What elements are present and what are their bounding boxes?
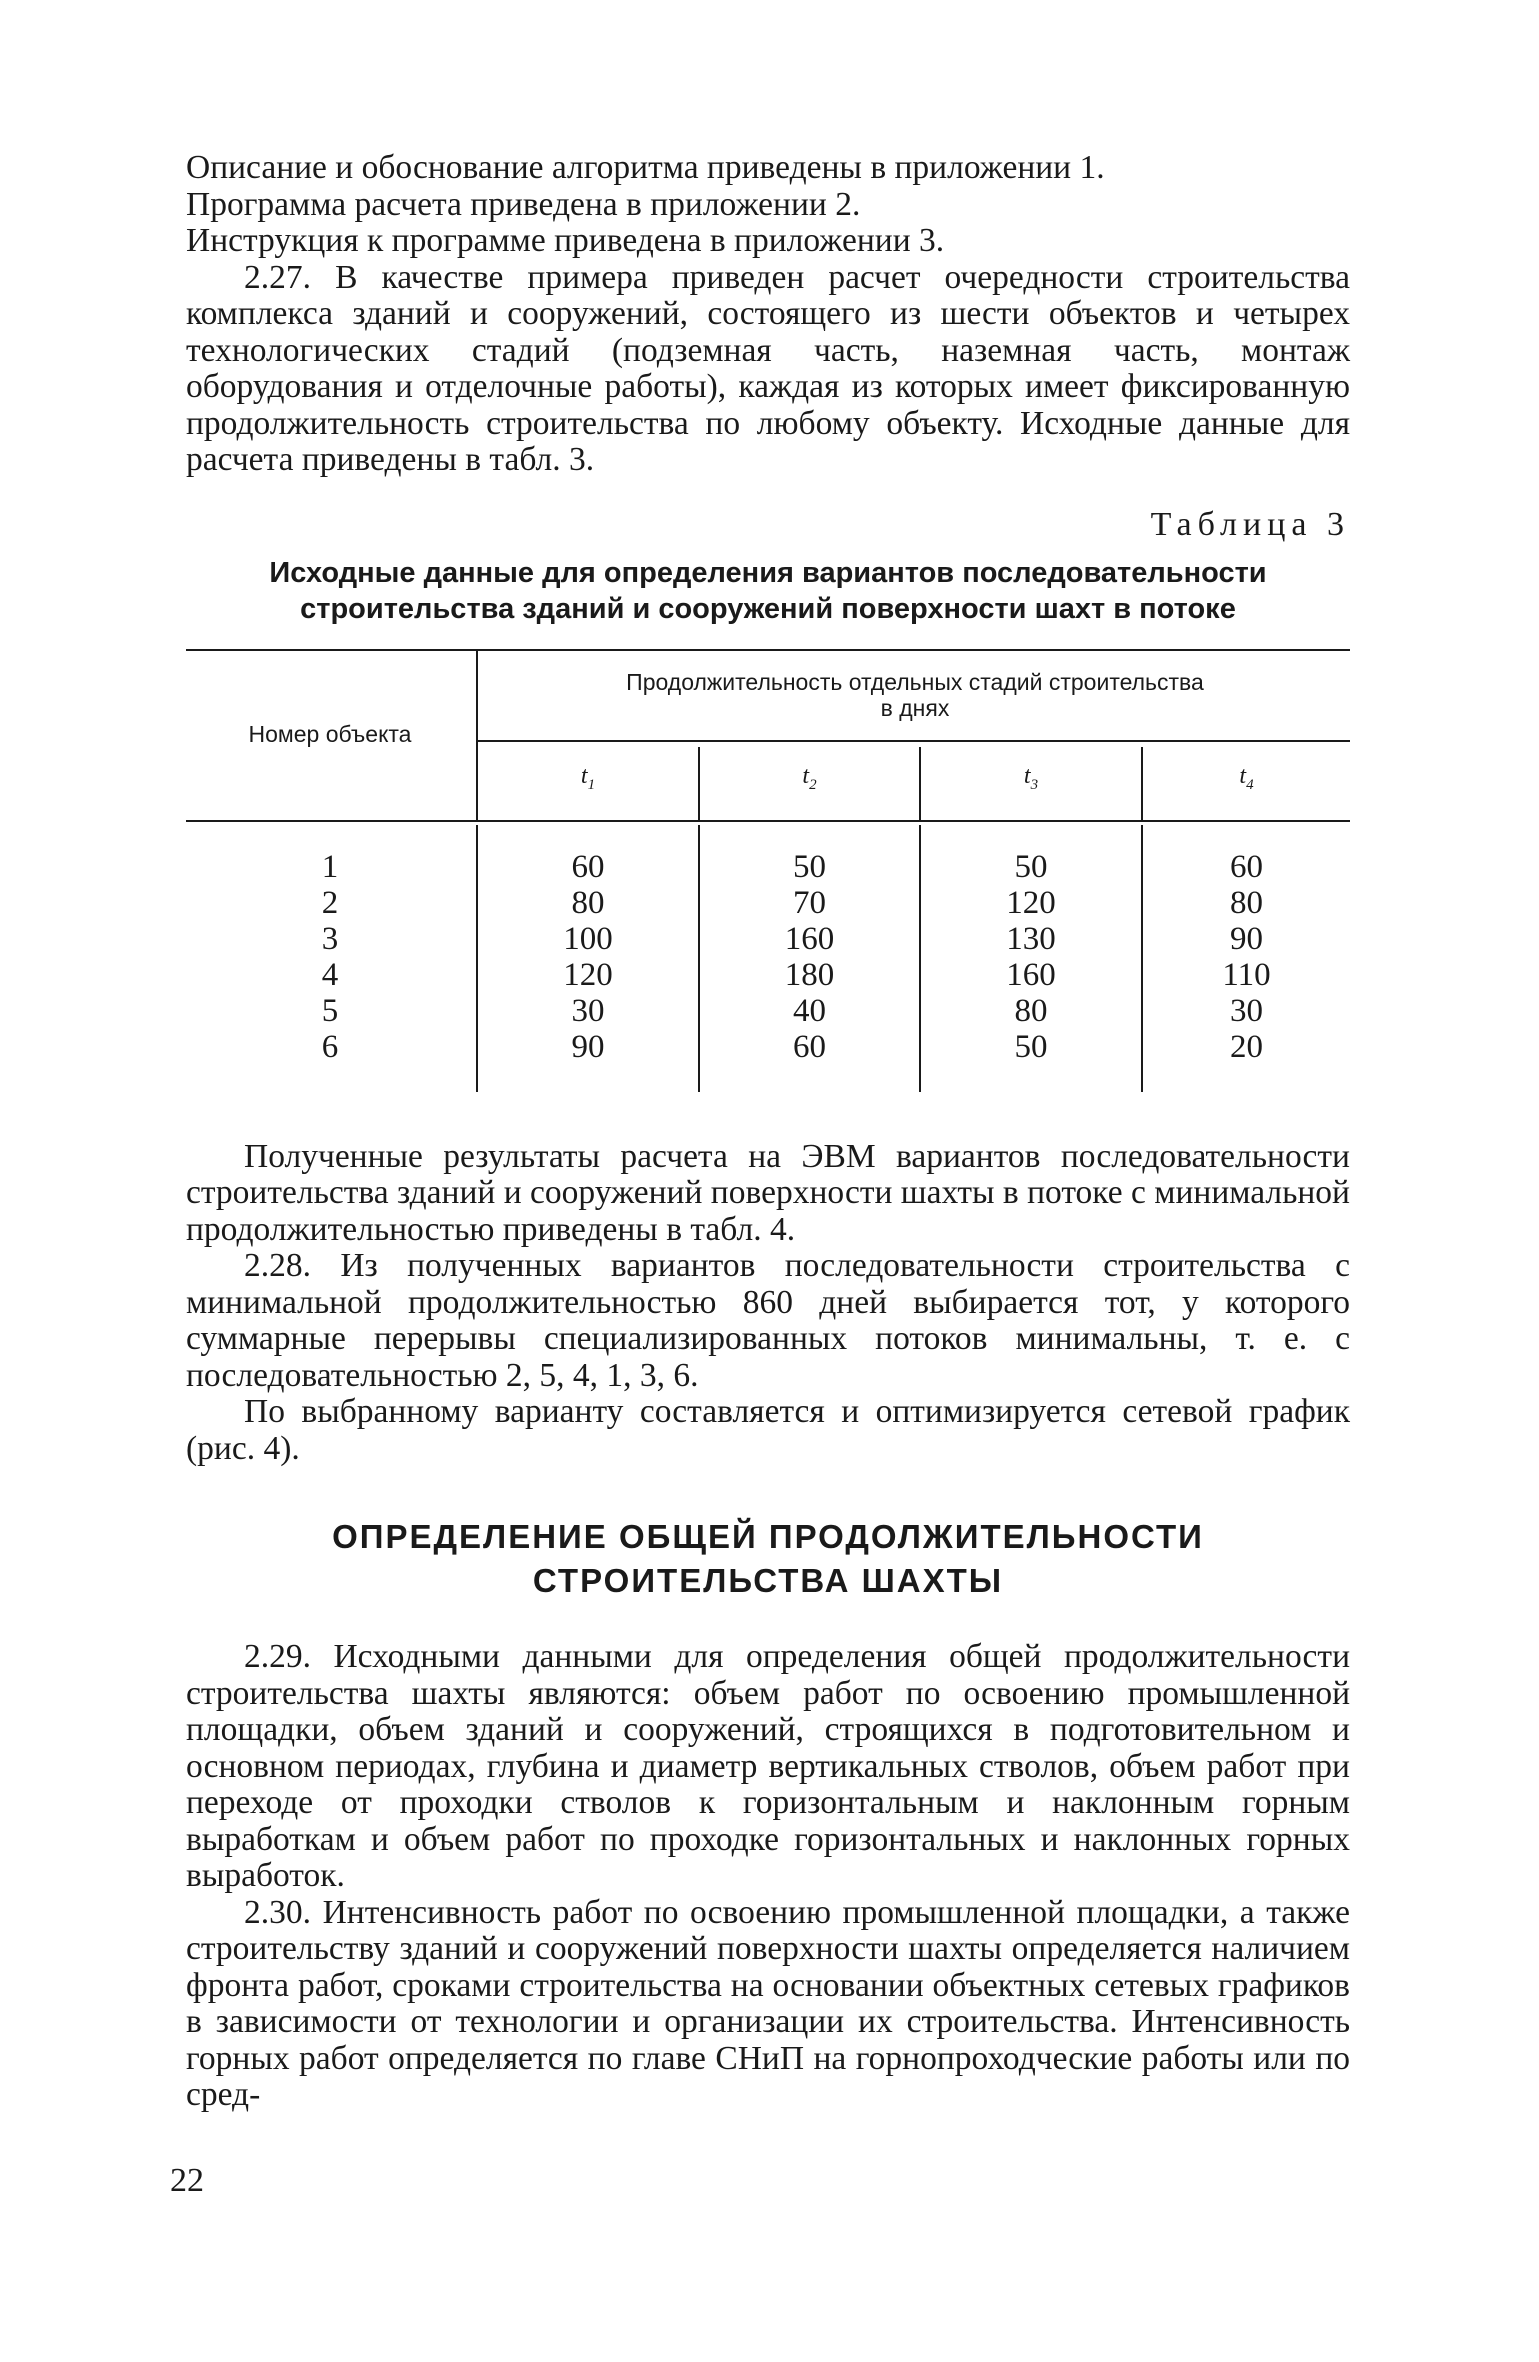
- table-cell: 3: [321, 920, 339, 957]
- section-heading: [186, 1515, 1350, 1603]
- column-header-duration-line-2: в днях: [880, 694, 950, 721]
- paragraph-2-28: 2.28. Из полученных вариантов последовательности строительства с минимальной продолжительностью 860 дней выбирается тот, у которого суммарные перерывы специализированных потоков минимальны, т. е. с последовательностью 2, 5, 4, 1, 3, 6.: [186, 1247, 1350, 1394]
- table-cell: 6: [321, 1029, 339, 1066]
- table-title: [186, 555, 1350, 627]
- table-title-line-1: Исходные данные для определения вариантов последовательности: [269, 556, 1267, 589]
- table-cell: 90: [1230, 920, 1263, 957]
- t2-index: 2: [809, 776, 817, 793]
- t1-index: 1: [587, 776, 596, 793]
- table-cell: 130: [1006, 920, 1056, 957]
- table-header-bottom-rule: [186, 820, 1350, 822]
- table-cell: 1: [321, 848, 339, 885]
- page-number: 22: [170, 2162, 204, 2199]
- table-cell: 160: [1006, 957, 1056, 994]
- table-header-subrule: [476, 740, 1350, 742]
- table-cell: 110: [1222, 957, 1271, 994]
- paragraph-results: Полученные результаты расчета на ЭВМ вариантов последовательности строительства зданий и сооружений поверхности шахты в потоке с минимальной продолжительностью приведены в табл. 4.: [186, 1137, 1350, 1248]
- column-t1: [478, 849, 698, 1066]
- table-cell: 120: [563, 957, 613, 994]
- table-cell: 60: [1230, 848, 1263, 885]
- column-header-t1: [478, 763, 698, 794]
- table-cell: 50: [1014, 1029, 1048, 1066]
- t1-symbol: t: [580, 762, 588, 789]
- table-cell: 60: [571, 848, 605, 885]
- column-header-t3: [921, 763, 1141, 794]
- table-cell: 2: [321, 884, 339, 921]
- table-cell: 80: [571, 884, 605, 921]
- page-body: [186, 150, 1350, 2114]
- table-cell: 50: [793, 848, 826, 885]
- intro-line-2: Программа расчета приведена в приложении 2.: [186, 185, 861, 223]
- intro-line-1: Описание и обоснование алгоритма приведены в приложении 1.: [186, 149, 1105, 186]
- paragraph-2-27: 2.27. В качестве примера приведен расчет очередности строительства комплекса зданий и сооружений, состоящего из шести объектов и четырех технологических стадий (подземная часть, наземная часть, монтаж оборудования и отделочные работы), каждая из которых имеет фиксированную продолжительность строительства по любому объекту. Исходные данные для расчета приведены в табл. 3.: [186, 258, 1350, 478]
- table-cell: 160: [784, 920, 835, 957]
- column-t3: [921, 849, 1141, 1066]
- paragraph-2-29: 2.29. Исходными данными для определения общей продолжительности строительства шахты являются: объем работ по освоению промышленной площадки, объем зданий и сооружений, строящихся в подготовительном и основном периодах, глубина и диаметр вертикальных стволов, объем работ при переходе от проходки стволов к горизонтальным и наклонным горным выработкам и объем работ по проходке горизонтальных и наклонных горных выработок.: [186, 1638, 1350, 1894]
- table-cell: 180: [784, 957, 835, 994]
- column-header-duration-line-1: Продолжительность отдельных стадий строительства: [626, 668, 1204, 695]
- column-t2: [700, 849, 919, 1066]
- paragraph-2-30: 2.30. Интенсивность работ по освоению промышленной площадки, а также строительству зданий и сооружений поверхности шахты определяется наличием фронта работ, сроками строительства на основании объектных сетевых графиков в зависимости от технологии и организации их строительства. Интенсивность горных работ определяется по главе СНиП на горнопроходческие работы или по сред-: [186, 1893, 1350, 2113]
- table-cell: 80: [1230, 884, 1263, 921]
- t4-symbol: t: [1239, 762, 1247, 789]
- column-objects: [186, 849, 474, 1066]
- table-cell: 100: [563, 920, 613, 957]
- column-header-object: Номер объекта: [248, 720, 412, 747]
- table-cell: 5: [321, 993, 339, 1030]
- table-cell: 50: [1014, 848, 1048, 885]
- table-cell: 70: [793, 884, 826, 921]
- t2-symbol: t: [802, 762, 810, 789]
- table-cell: 30: [1230, 993, 1263, 1030]
- table-cell: 30: [571, 993, 605, 1030]
- paragraph-selected-variant: По выбранному варианту составляется и оптимизируется сетевой график (рис. 4).: [186, 1393, 1350, 1467]
- t3-index: 3: [1030, 776, 1039, 793]
- table-divider: [476, 649, 478, 820]
- table-cell: 60: [793, 1029, 826, 1066]
- intro-line-3: Инструкция к программе приведена в приложении 3.: [186, 222, 945, 259]
- table-cell: 20: [1230, 1029, 1263, 1066]
- column-header-t4: [1143, 763, 1350, 794]
- column-t4: [1143, 849, 1350, 1066]
- t3-symbol: t: [1023, 762, 1031, 789]
- table-cell: 40: [793, 993, 826, 1030]
- table-cell: 90: [571, 1029, 605, 1066]
- section-heading-line-1: ОПРЕДЕЛЕНИЕ ОБЩЕЙ ПРОДОЛЖИТЕЛЬНОСТИ: [332, 1518, 1204, 1555]
- data-table: [186, 649, 1350, 1139]
- table-cell: 120: [1006, 884, 1056, 921]
- t4-index: 4: [1246, 776, 1254, 793]
- column-header-duration: [480, 669, 1350, 721]
- table-title-line-2: строительства зданий и сооружений поверхности шахт в потоке: [300, 592, 1236, 625]
- table-cell: 4: [321, 957, 339, 994]
- table-caption: Таблица 3: [1150, 505, 1350, 543]
- column-header-t2: [700, 763, 919, 794]
- section-heading-line-2: СТРОИТЕЛЬСТВА ШАХТЫ: [532, 1562, 1004, 1599]
- table-cell: 80: [1014, 993, 1048, 1030]
- table-top-rule: [186, 649, 1350, 651]
